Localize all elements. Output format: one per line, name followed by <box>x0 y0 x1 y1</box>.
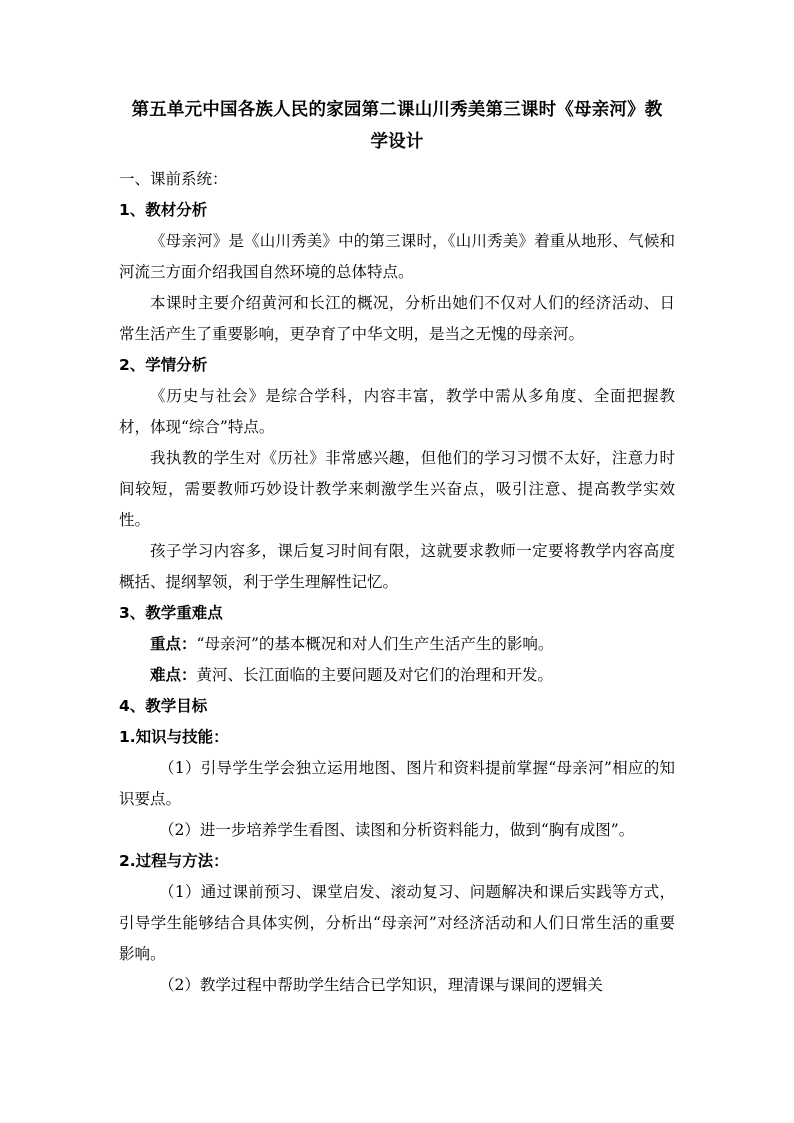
heading-process-methods: 2.过程与方法： <box>119 852 229 870</box>
paragraph-textbook-2: 本课时主要介绍黄河和长江的概况，分析出她们不仅对人们的经济活动、日常生活产生了重要影响，更孕育了中华文明，是当之无愧的母亲河。 <box>119 294 675 343</box>
paragraph-knowledge-1: （1）引导学生学会独立运用地图、图片和资料提前掌握“母亲河”相应的知识要点。 <box>119 759 675 808</box>
heading-student-analysis: 2、学情分析 <box>119 356 208 374</box>
difficult-point-text: 黄河、长江面临的主要问题及对它们的治理和开发。 <box>196 666 554 684</box>
document-title-line-2: 学设计 <box>370 132 424 152</box>
difficult-point-label: 难点： <box>150 666 197 684</box>
heading-key-difficult-points: 3、教学重难点 <box>119 604 223 622</box>
paragraph-knowledge-2: （2）进一步培养学生看图、读图和分析资料能力，做到“胸有成图”。 <box>159 821 635 839</box>
heading-textbook-analysis: 1、教材分析 <box>119 201 208 219</box>
paragraph-student-1: 《历史与社会》是综合学科，内容丰富，教学中需从多角度、全面把握教材，体现“综合”特点。 <box>119 387 675 436</box>
heading-teaching-objectives: 4、教学目标 <box>119 697 208 715</box>
document-body <box>119 94 675 1001</box>
difficult-point-line <box>119 660 675 691</box>
heading-knowledge-skills: 1.知识与技能： <box>119 728 229 746</box>
paragraph-process-2: （2）教学过程中帮助学生结合已学知识，理清课与课间的逻辑关 <box>159 976 603 994</box>
document-title-line-1: 第五单元中国各族人民的家园第二课山川秀美第三课时《母亲河》教 <box>131 100 663 120</box>
key-point-line <box>119 629 675 660</box>
paragraph-process-1: （1）通过课前预习、课堂启发、滚动复习、问题解决和课后实践等方式，引导学生能够结合具体实例，分析出“母亲河”对经济活动和人们日常生活的重要影响。 <box>119 883 675 963</box>
key-point-label: 重点： <box>150 635 197 653</box>
section-heading-pre-class: 一、课前系统： <box>119 170 228 188</box>
key-point-text: “母亲河”的基本概况和对人们生产生活产生的影响。 <box>196 635 554 653</box>
paragraph-student-2: 我执教的学生对《历社》非常感兴趣，但他们的学习习惯不太好，注意力时间较短，需要教师巧妙设计教学来刺激学生兴奋点，吸引注意、提高教学实效性。 <box>119 449 675 529</box>
paragraph-textbook-1: 《母亲河》是《山川秀美》中的第三课时，《山川秀美》着重从地形、气候和河流三方面介绍我国自然环境的总体特点。 <box>119 232 675 281</box>
paragraph-student-3: 孩子学习内容多，课后复习时间有限，这就要求教师一定要将教学内容高度概括、提纲挈领，利于学生理解性记忆。 <box>119 542 675 591</box>
